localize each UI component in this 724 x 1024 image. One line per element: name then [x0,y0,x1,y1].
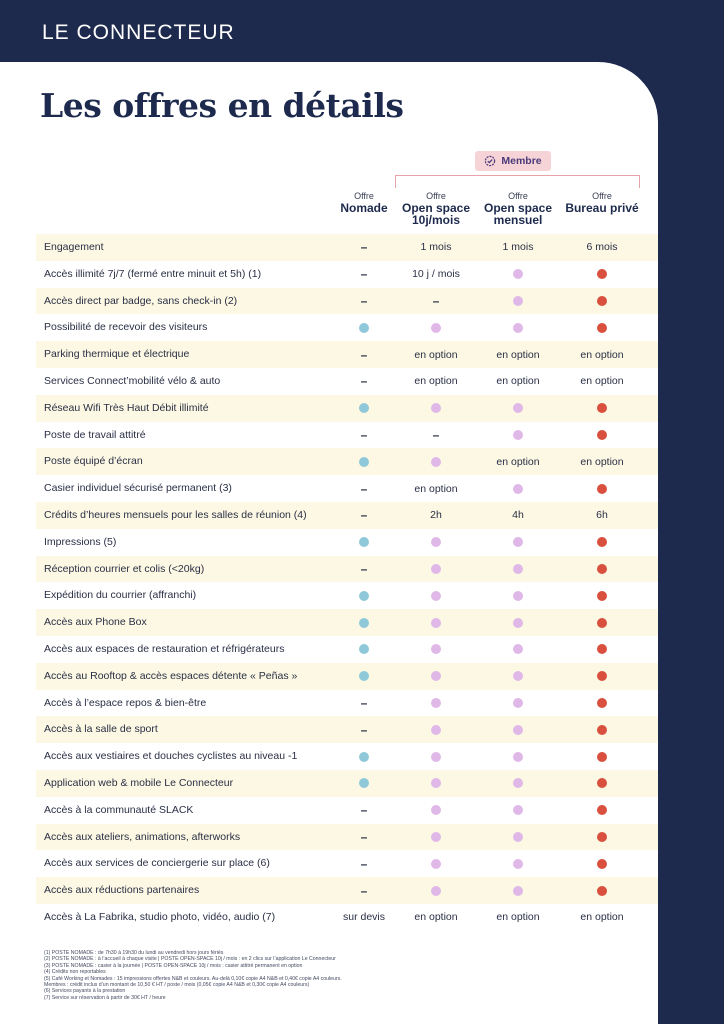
table-cell [560,234,644,261]
table-cell [394,690,478,717]
pink-dot-icon [431,752,441,762]
table-cell [394,904,478,931]
row-label: Poste de travail attitré [44,428,146,441]
red-dot-icon [597,832,607,842]
cell-value: – [360,695,368,710]
table-cell [560,422,644,449]
cell-value: – [432,427,440,442]
table-row [36,904,658,931]
cell-value: 1 mois [502,241,534,254]
table-row [36,716,658,743]
red-dot-icon [597,644,607,654]
footnote-line: (7) Service sur réservation à partir de 30€ HT / heure [44,994,166,1001]
table-cell [476,556,560,583]
table-cell [476,636,560,663]
row-label: Casier individuel sécurisé permanent (3) [44,482,232,495]
table-cell [394,770,478,797]
table-cell [394,502,478,529]
table-cell [476,690,560,717]
table-cell [560,797,644,824]
pink-dot-icon [513,778,523,788]
table-row [36,529,658,556]
membre-badge-label: Membre [501,155,542,167]
red-dot-icon [597,564,607,574]
cell-value: en option [414,348,458,361]
row-label: Accès au Rooftop & accès espaces détente « Peñas » [44,669,298,682]
table-cell [476,582,560,609]
row-label: Accès à la salle de sport [44,723,158,736]
table-cell [560,314,644,341]
table-row [36,770,658,797]
table-cell [394,341,478,368]
red-dot-icon [597,698,607,708]
cell-value: – [360,347,368,362]
row-label: Accès aux réductions partenaires [44,884,200,897]
red-dot-icon [597,886,607,896]
footnote-line: (5) Café Working et Nomades : 15 impressions offertes N&B et couleurs. Au-delà 0,10€ copie A4 N&B et 0,40€ copie A4 couleurs. [44,975,342,982]
row-label: Accès à l’espace repos & bien-être [44,696,207,709]
row-label: Accès illimité 7j/7 (fermé entre minuit et 5h) (1) [44,267,262,280]
membre-bracket [395,175,640,188]
row-label: Accès aux vestiaires et douches cyclistes au niveau -1 [44,750,298,763]
table-row [36,797,658,824]
table-cell [394,529,478,556]
column-header-pre: Offre [592,191,612,201]
pink-dot-icon [513,296,523,306]
pink-dot-icon [513,269,523,279]
pink-dot-icon [513,591,523,601]
pink-dot-icon [431,725,441,735]
row-label: Réseau Wifi Très Haut Débit illimité [44,401,209,414]
table-cell [560,529,644,556]
blue-dot-icon [359,537,369,547]
table-cell [476,797,560,824]
table-cell [394,663,478,690]
table-row [36,288,658,315]
table-cell [560,502,644,529]
table-cell [560,475,644,502]
red-dot-icon [597,805,607,815]
row-label: Poste équipé d’écran [44,455,143,468]
pink-dot-icon [513,752,523,762]
table-cell [560,743,644,770]
cell-value: en option [496,911,540,924]
table-cell [476,743,560,770]
row-label: Accès à la communauté SLACK [44,803,194,816]
pink-dot-icon [431,457,441,467]
table-cell [560,288,644,315]
table-cell [560,690,644,717]
table-cell [394,234,478,261]
badge-icon [484,155,496,167]
table-cell [394,448,478,475]
row-label: Engagement [44,241,104,253]
pink-dot-icon [431,564,441,574]
table-cell [394,422,478,449]
footnote-line: (1) POSTE NOMADE : de 7h30 à 19h30 du lundi au vendredi hors jours fériés [44,950,224,956]
footnote-line: (3) POSTE NOMADE : casier à la journée | POSTE OPEN-SPACE 10j / mois : casier attitré permanent en option [44,962,303,969]
pink-dot-icon [513,537,523,547]
row-label: Impressions (5) [44,535,117,548]
pink-dot-icon [513,430,523,440]
table-cell [476,850,560,877]
pink-dot-icon [431,886,441,896]
pink-dot-icon [513,618,523,628]
cell-value: – [360,803,368,818]
pink-dot-icon [513,564,523,574]
red-dot-icon [597,778,607,788]
table-cell [560,582,644,609]
table-cell [560,850,644,877]
blue-dot-icon [359,644,369,654]
table-cell [560,904,644,931]
cell-value: 6h [596,509,608,522]
row-label: Accès aux services de conciergerie sur place (6) [44,857,270,870]
column-header-open-space-mensuel [476,190,560,226]
row-label: Expédition du courrier (affranchi) [44,589,197,602]
pink-dot-icon [513,403,523,413]
pink-dot-icon [431,859,441,869]
cell-value: en option [580,348,624,361]
column-header-pre: Offre [508,191,528,201]
cell-value: 2h [430,509,442,522]
cell-value: – [360,856,368,871]
table-cell [476,824,560,851]
cell-value: 6 mois [586,241,618,254]
blue-dot-icon [359,618,369,628]
column-header-name: Open space mensuel [483,201,553,227]
table-row [36,582,658,609]
table-cell [394,716,478,743]
cell-value: – [360,508,368,523]
red-dot-icon [597,752,607,762]
row-label: Crédits d’heures mensuels pour les salles de réunion (4) [44,508,307,521]
table-cell [476,609,560,636]
pink-dot-icon [513,671,523,681]
pink-dot-icon [513,725,523,735]
table-cell [476,422,560,449]
table-cell [476,877,560,904]
table-cell [394,556,478,583]
cell-value: – [360,267,368,282]
table-cell [394,395,478,422]
row-label: Accès aux espaces de restauration et réfrigérateurs [44,642,285,655]
blue-dot-icon [359,752,369,762]
row-label: Accès direct par badge, sans check-in (2) [44,294,238,307]
column-header-name: Nomade [340,201,388,215]
table-cell [476,475,560,502]
table-cell [560,609,644,636]
table-row [36,234,658,261]
table-row [36,690,658,717]
footnote-line: (2) POSTE NOMADE : à l’accueil à chaque visite | POSTE OPEN-SPACE 10j / mois : en 2 clics sur l’application Le Connecteur [44,956,336,963]
cell-value: 1 mois [420,241,452,254]
pink-dot-icon [513,886,523,896]
table-cell [476,314,560,341]
table-cell [476,341,560,368]
table-cell [476,288,560,315]
membre-badge [475,151,551,171]
pink-dot-icon [431,671,441,681]
table-row [36,743,658,770]
cell-value: en option [414,911,458,924]
red-dot-icon [597,323,607,333]
table-row [36,261,658,288]
table-row [36,556,658,583]
table-cell [476,770,560,797]
table-cell [394,797,478,824]
cell-value: – [360,293,368,308]
table-row [36,824,658,851]
table-cell [560,824,644,851]
red-dot-icon [597,859,607,869]
table-cell [560,448,644,475]
pink-dot-icon [431,591,441,601]
table-row [36,448,658,475]
footnote-line: Membres : crédit inclus d’un montant de 10,50 € HT / poste / mois (0,05€ copie A4 N&B et 0,30€ copie A4 couleurs) [44,982,310,989]
column-header-bureau-prive [560,190,644,214]
blue-dot-icon [359,778,369,788]
pink-dot-icon [513,484,523,494]
page-title: Les offres en détails [40,86,404,125]
offers-sheet [0,62,658,1024]
pink-dot-icon [513,644,523,654]
table-cell [560,395,644,422]
pink-dot-icon [431,403,441,413]
table-cell [394,368,478,395]
table-cell [394,261,478,288]
table-row [36,368,658,395]
table-cell [476,716,560,743]
table-row [36,609,658,636]
table-cell [476,448,560,475]
cell-value: en option [580,455,624,468]
table-cell [394,475,478,502]
table-cell [394,824,478,851]
footnote-line: (6) Services payants à la prestation [44,988,126,995]
table-row [36,636,658,663]
blue-dot-icon [359,403,369,413]
blue-dot-icon [359,457,369,467]
cell-value: – [360,829,368,844]
table-row [36,663,658,690]
red-dot-icon [597,537,607,547]
table-cell [476,234,560,261]
pink-dot-icon [431,537,441,547]
row-label: Réception courrier et colis (<20kg) [44,562,205,575]
table-cell [476,663,560,690]
table-cell [394,609,478,636]
table-row [36,314,658,341]
cell-value: – [360,722,368,737]
pink-dot-icon [513,323,523,333]
table-cell [394,850,478,877]
table-cell [394,743,478,770]
cell-value: – [360,561,368,576]
table-cell [560,770,644,797]
table-cell [476,904,560,931]
cell-value: en option [496,455,540,468]
table-cell [560,636,644,663]
cell-value: 4h [512,509,524,522]
cell-value: – [360,481,368,496]
red-dot-icon [597,484,607,494]
table-row [36,850,658,877]
column-header-pre: Offre [426,191,446,201]
cell-value: en option [414,482,458,495]
red-dot-icon [597,269,607,279]
row-label: Possibilité de recevoir des visiteurs [44,321,208,334]
offers-table [36,234,658,931]
red-dot-icon [597,403,607,413]
column-header-open-space-10j [394,190,478,226]
table-row [36,475,658,502]
pink-dot-icon [431,618,441,628]
pink-dot-icon [431,644,441,654]
table-row [36,877,658,904]
table-cell [476,502,560,529]
table-cell [394,582,478,609]
table-cell [394,636,478,663]
red-dot-icon [597,591,607,601]
table-cell [394,314,478,341]
red-dot-icon [597,430,607,440]
table-row [36,341,658,368]
cell-value: – [360,883,368,898]
row-label: Services Connect’mobilité vélo & auto [44,374,221,387]
table-row [36,502,658,529]
pink-dot-icon [513,859,523,869]
blue-dot-icon [359,671,369,681]
cell-value: en option [414,375,458,388]
top-bar [0,0,724,62]
table-cell [560,716,644,743]
pink-dot-icon [431,323,441,333]
cell-value: – [360,374,368,389]
table-cell [560,663,644,690]
cell-value: – [360,240,368,255]
table-cell [476,395,560,422]
table-row [36,422,658,449]
table-cell [560,877,644,904]
red-dot-icon [597,671,607,681]
pink-dot-icon [431,778,441,788]
pink-dot-icon [513,805,523,815]
pink-dot-icon [431,832,441,842]
cell-value: – [360,427,368,442]
pink-dot-icon [513,698,523,708]
footnote-line: (4) Crédits non reportables [44,969,106,976]
table-cell [560,368,644,395]
pink-dot-icon [513,832,523,842]
row-label: Application web & mobile Le Connecteur [44,776,234,789]
cell-value: en option [580,911,624,924]
column-header-name: Bureau privé [565,201,639,215]
column-header-pre: Offre [354,191,374,201]
row-label: Accès aux Phone Box [44,616,147,629]
row-label: Parking thermique et électrique [44,348,190,361]
blue-dot-icon [359,323,369,333]
cell-value: en option [580,375,624,388]
cell-value: – [432,293,440,308]
red-dot-icon [597,618,607,628]
row-label: Accès à La Fabrika, studio photo, vidéo, audio (7) [44,910,276,923]
table-cell [394,288,478,315]
table-row [36,395,658,422]
table-cell [476,261,560,288]
row-label: Accès aux ateliers, animations, afterworks [44,830,241,843]
column-header-name: Open space 10j/mois [401,201,471,227]
red-dot-icon [597,296,607,306]
blue-dot-icon [359,591,369,601]
table-cell [560,261,644,288]
pink-dot-icon [431,698,441,708]
table-cell [394,877,478,904]
brand-logo: LE CONNECTEUR [42,21,235,44]
red-dot-icon [597,725,607,735]
footnotes [44,950,444,1001]
table-cell [476,368,560,395]
cell-value: en option [496,348,540,361]
table-cell [560,556,644,583]
table-cell [476,529,560,556]
cell-value: en option [496,375,540,388]
pink-dot-icon [431,805,441,815]
cell-value: 10 j / mois [412,268,460,281]
table-cell [560,341,644,368]
cell-value: sur devis [342,911,385,924]
